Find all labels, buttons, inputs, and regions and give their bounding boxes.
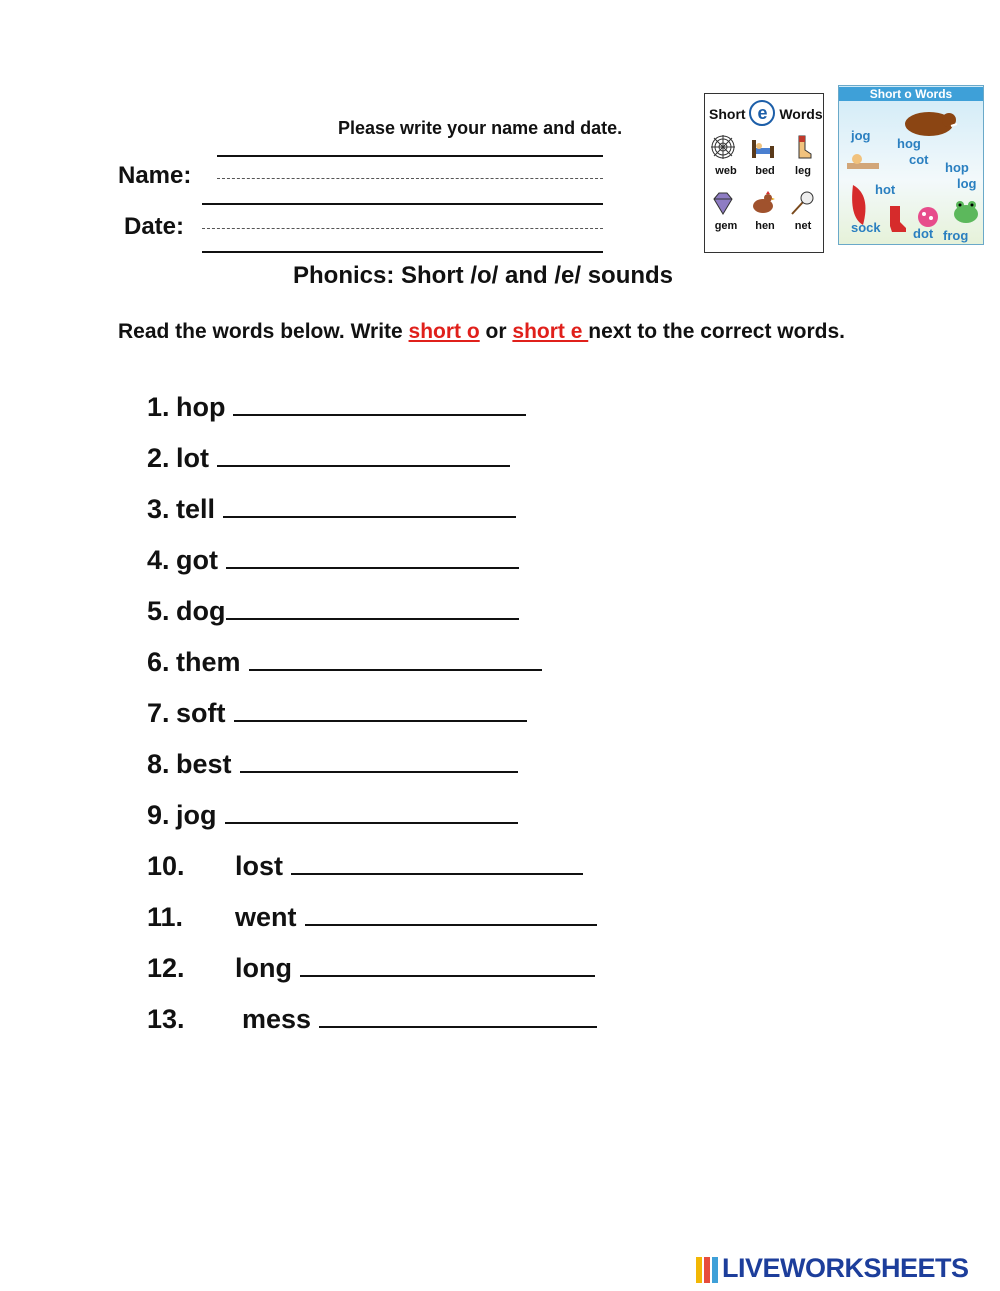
hen-icon — [750, 190, 776, 216]
item-word: long — [235, 953, 292, 983]
item-number: 11. — [147, 902, 184, 932]
item-word: lot — [176, 443, 209, 473]
list-item — [147, 953, 595, 984]
short-o-words-card — [838, 85, 984, 245]
list-item — [147, 545, 519, 576]
item-word: hop — [176, 392, 226, 422]
answer-blank[interactable] — [233, 392, 526, 416]
item-word: went — [235, 902, 297, 932]
short-o-card-title: Short o Words — [839, 87, 983, 101]
date-label: Date: — [124, 213, 185, 240]
word-hog: hog — [897, 136, 921, 151]
answer-blank[interactable] — [291, 851, 583, 875]
gem-icon — [710, 190, 736, 216]
answer-blank[interactable] — [234, 698, 527, 722]
item-number: 13. — [147, 1004, 185, 1034]
item-word: them — [176, 647, 241, 677]
word-frog: frog — [943, 228, 969, 243]
list-item — [147, 443, 510, 474]
word-hen: hen — [755, 220, 775, 232]
short-o-keyword: short o — [408, 320, 480, 343]
short-e-words-card — [704, 93, 824, 253]
spider-web-icon — [710, 134, 736, 160]
net-icon — [789, 190, 815, 216]
answer-blank[interactable] — [319, 1004, 597, 1028]
directions-text-2: or — [479, 320, 513, 343]
list-item — [147, 647, 542, 678]
word-bed: bed — [755, 165, 775, 177]
logo-text: LIVEWORKSHEETS — [722, 1253, 969, 1283]
answer-blank[interactable] — [217, 443, 510, 467]
item-number: 8. — [147, 749, 170, 779]
list-item — [147, 698, 527, 729]
item-number: 2. — [147, 443, 170, 473]
answer-blank[interactable] — [240, 749, 518, 773]
word-dot: dot — [913, 226, 934, 241]
word-gem: gem — [714, 220, 738, 232]
item-word: soft — [176, 698, 226, 728]
item-word: got — [176, 545, 218, 575]
name-line-top — [217, 155, 603, 157]
item-word: tell — [176, 494, 216, 524]
item-number: 3. — [147, 494, 170, 524]
word-sock: sock — [851, 220, 881, 235]
date-input-line[interactable] — [202, 228, 603, 229]
cot-icon — [843, 141, 883, 181]
item-number: 6. — [147, 647, 170, 677]
word-jog: jog — [851, 128, 871, 143]
directions — [118, 312, 878, 351]
item-number: 7. — [147, 698, 170, 728]
leg-icon — [789, 134, 815, 160]
list-item — [147, 851, 583, 882]
sock-icon — [884, 204, 908, 234]
word-web: web — [715, 165, 737, 177]
word-leg: leg — [795, 165, 811, 177]
list-item — [147, 902, 597, 933]
short-e-card-heading — [709, 100, 823, 126]
name-line-bottom — [202, 203, 603, 205]
answer-blank[interactable] — [226, 596, 519, 620]
dotted-mushroom-icon — [917, 206, 939, 228]
name-label: Name: — [118, 162, 192, 189]
word-cot: cot — [909, 152, 929, 167]
letter-e-badge: e — [749, 100, 775, 126]
words-label: Words — [779, 106, 823, 122]
frog-icon — [951, 196, 981, 226]
answer-blank[interactable] — [300, 953, 595, 977]
answer-blank[interactable] — [305, 902, 597, 926]
item-word: jog — [176, 800, 217, 830]
name-date-instruction: Please write your name and date. — [338, 118, 623, 138]
date-line-bottom — [202, 251, 603, 253]
answer-blank[interactable] — [223, 494, 516, 518]
answer-blank[interactable] — [226, 545, 519, 569]
item-number: 4. — [147, 545, 170, 575]
list-item — [147, 596, 519, 627]
list-item — [147, 1004, 597, 1035]
short-e-keyword: short e — [512, 320, 589, 343]
item-word: best — [176, 749, 232, 779]
answer-blank[interactable] — [225, 800, 518, 824]
answer-blank[interactable] — [249, 647, 542, 671]
item-number: 1. — [147, 392, 170, 422]
list-item — [147, 494, 516, 525]
item-word: dog — [176, 596, 226, 626]
word-hot: hot — [875, 182, 896, 197]
item-number: 12. — [147, 953, 185, 983]
short-label: Short — [709, 106, 746, 122]
directions-text-1: Read the words below. Write — [118, 320, 409, 343]
logo-blocks-icon — [696, 1257, 718, 1283]
list-item — [147, 800, 518, 831]
item-number: 10. — [147, 851, 185, 881]
item-word: lost — [235, 851, 284, 881]
list-item — [147, 392, 526, 423]
name-input-line[interactable] — [217, 178, 603, 179]
list-item — [147, 749, 518, 780]
word-net: net — [794, 220, 812, 232]
item-number: 9. — [147, 800, 170, 830]
liveworksheets-logo[interactable] — [696, 1253, 969, 1284]
word-hop: hop — [945, 160, 969, 175]
bed-icon — [750, 134, 776, 160]
word-log: log — [957, 176, 977, 191]
directions-text-3: next to the correct words. — [588, 320, 845, 343]
worksheet-title: Phonics: Short /o/ and /e/ sounds — [293, 262, 674, 289]
warthog-icon — [899, 104, 959, 140]
item-word: mess — [242, 1004, 312, 1034]
item-number: 5. — [147, 596, 170, 626]
